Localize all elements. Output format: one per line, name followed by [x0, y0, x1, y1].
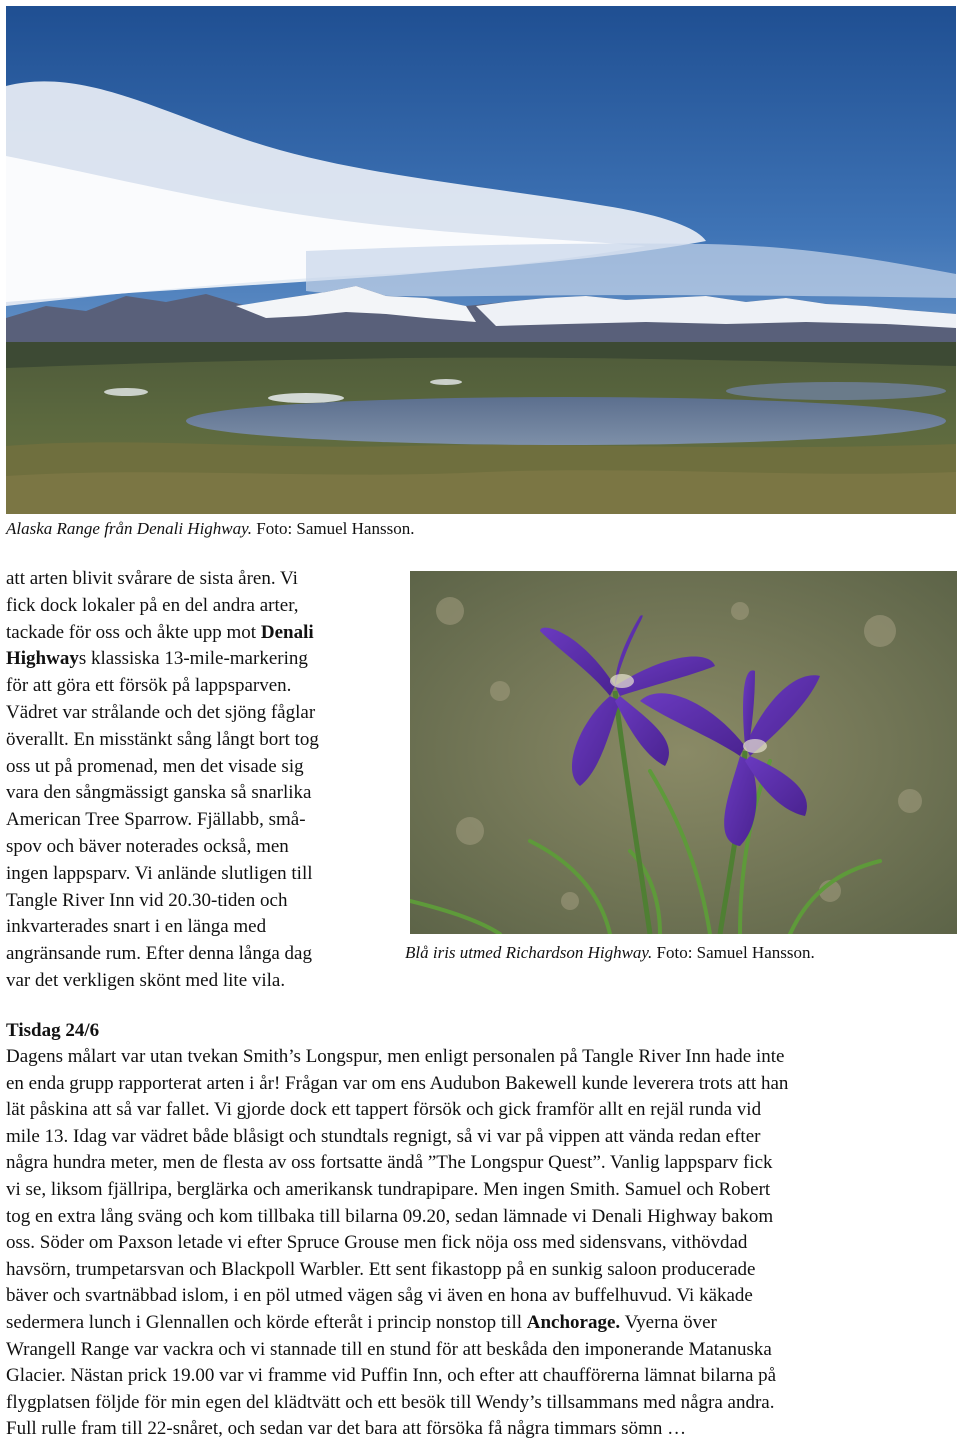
text-run: oss ut på promenad, men det visade sig	[6, 755, 304, 777]
text-line	[6, 1097, 956, 1124]
text-line	[6, 1150, 956, 1177]
left-column-text	[6, 566, 396, 995]
text-line	[6, 1177, 956, 1204]
iris-photo-caption	[405, 941, 815, 965]
text-line	[6, 1044, 956, 1071]
text-line	[6, 700, 396, 727]
text-run: Vädret var strålande och det sjöng fåglar	[6, 701, 316, 723]
text-run: fick dock lokaler på en del andra arter,	[6, 594, 299, 616]
text-line	[6, 620, 396, 647]
top-photo-caption-title: Alaska Range från Denali Highway.	[6, 519, 253, 538]
text-line	[6, 1337, 956, 1364]
text-line	[6, 646, 396, 673]
day-paragraph	[6, 1044, 956, 1443]
text-run: American Tree Sparrow. Fjällabb, små-	[6, 809, 306, 831]
text-line	[6, 1124, 956, 1151]
text-line	[6, 807, 396, 834]
text-run: överallt. En misstänkt sång långt bort tog	[6, 728, 319, 750]
text-run: för att göra ett försök på lappsparven.	[6, 675, 292, 697]
text-run: s klassiska 13-mile-markering	[78, 648, 308, 670]
text-line	[6, 1416, 956, 1443]
text-run: sedermera lunch i Glennallen och körde efteråt i princip nonstop till	[6, 1311, 527, 1333]
text-line	[6, 888, 396, 915]
text-run: vi se, liksom fjällripa, berglärka och amerikansk tundrapipare. Men ingen Smith. Samuel och Robert	[6, 1178, 771, 1200]
text-line	[6, 1204, 956, 1231]
text-run: vara den sångmässigt ganska så snarlika	[6, 782, 312, 804]
text-line	[6, 673, 396, 700]
text-run: tackade för oss och åkte upp mot	[6, 621, 261, 643]
text-line	[6, 1071, 956, 1098]
text-run: Wrangell Range var vackra och vi stannade till en stund för att beskåda den imponerande Matanuska	[6, 1338, 772, 1360]
text-run: Vyerna över	[620, 1311, 717, 1333]
top-photo-caption-credit: Foto: Samuel Hansson.	[252, 519, 415, 538]
alaska-range-photo	[6, 6, 956, 514]
day-heading: Tisdag 24/6	[6, 1020, 100, 1041]
text-line	[6, 1230, 956, 1257]
text-line	[6, 1390, 956, 1417]
text-run: Glacier. Nästan prick 19.00 var vi framme vid Puffin Inn, och efter att chaufförerna lämnat bilarna på	[6, 1365, 777, 1387]
text-line	[6, 968, 396, 995]
text-run: ingen lappsparv. Vi anlände slutligen till	[6, 862, 313, 884]
text-run: att arten blivit svårare de sista åren. Vi	[6, 568, 298, 589]
text-run: tog en extra lång sväng och kom tillbaka till bilarna 09.20, sedan lämnade vi Denali Highway bakom	[6, 1205, 774, 1227]
text-line	[6, 834, 396, 861]
text-line	[6, 1363, 956, 1390]
top-photo-caption	[6, 517, 414, 541]
text-run: bäver och svartnäbbad islom, i en pöl utmed vägen såg vi även en hona av buffelhuvud. Vi käkade	[6, 1285, 753, 1307]
text-run: spov och bäver noterades också, men	[6, 835, 289, 857]
blue-iris-photo	[410, 571, 957, 934]
text-run: mile 13. Idag var vädret både blåsigt och stundtals regnigt, så vi var på vippen att vända redan efter	[6, 1125, 761, 1147]
text-run: Dagens målart var utan tvekan Smith’s Longspur, men enligt personalen på Tangle River Inn hade inte	[6, 1046, 785, 1067]
text-run: var det verkligen skönt med lite vila.	[6, 969, 286, 991]
text-run: Full rulle fram till 22-snåret, och sedan var det bara att försöka få några timmars sömn …	[6, 1418, 687, 1440]
text-line	[6, 780, 396, 807]
bold-place-name: Denali	[260, 621, 314, 643]
bold-place-name: Anchorage.	[526, 1311, 621, 1333]
iris-photo-caption-title: Blå iris utmed Richardson Highway.	[405, 943, 653, 962]
bold-place-name: Highway	[6, 648, 79, 670]
text-line	[6, 1257, 956, 1284]
text-line	[6, 754, 396, 781]
text-run: Tangle River Inn vid 20.30-tiden och	[6, 889, 288, 911]
text-run: flygplatsen följde för min egen del klädtvätt och ett besök till Wendy’s tillsammans med några andra.	[6, 1391, 775, 1413]
text-run: havsörn, trumpetarsvan och Blackpoll Warbler. Ett sent fikastopp på en sunkig saloon producerade	[6, 1258, 756, 1280]
text-run: oss. Söder om Paxson letade vi efter Spruce Grouse men fick nöja oss med sidensvans, vithövdad	[6, 1232, 748, 1254]
text-run: några hundra meter, men de flesta av oss fortsatte ändå ”The Longspur Quest”. Vanlig lappsparv fick	[6, 1152, 773, 1174]
text-line	[6, 1283, 956, 1310]
text-run: inkvarterades snart i en länga med	[6, 916, 267, 938]
text-line	[6, 566, 396, 593]
text-line	[6, 914, 396, 941]
text-run: angränsande rum. Efter denna långa dag	[6, 943, 312, 965]
text-line	[6, 941, 396, 968]
text-run: lät påskina att så var fallet. Vi gjorde dock ett tappert försök och gick framför allt en rejäl runda vid	[6, 1099, 762, 1121]
text-line	[6, 727, 396, 754]
text-line	[6, 861, 396, 888]
iris-photo-caption-credit: Foto: Samuel Hansson.	[652, 943, 815, 962]
text-line	[6, 1310, 956, 1337]
text-line	[6, 593, 396, 620]
text-run: en enda grupp rapporterat arten i år! Frågan var om ens Audubon Bakewell kunde leverera trots att han	[6, 1072, 789, 1094]
